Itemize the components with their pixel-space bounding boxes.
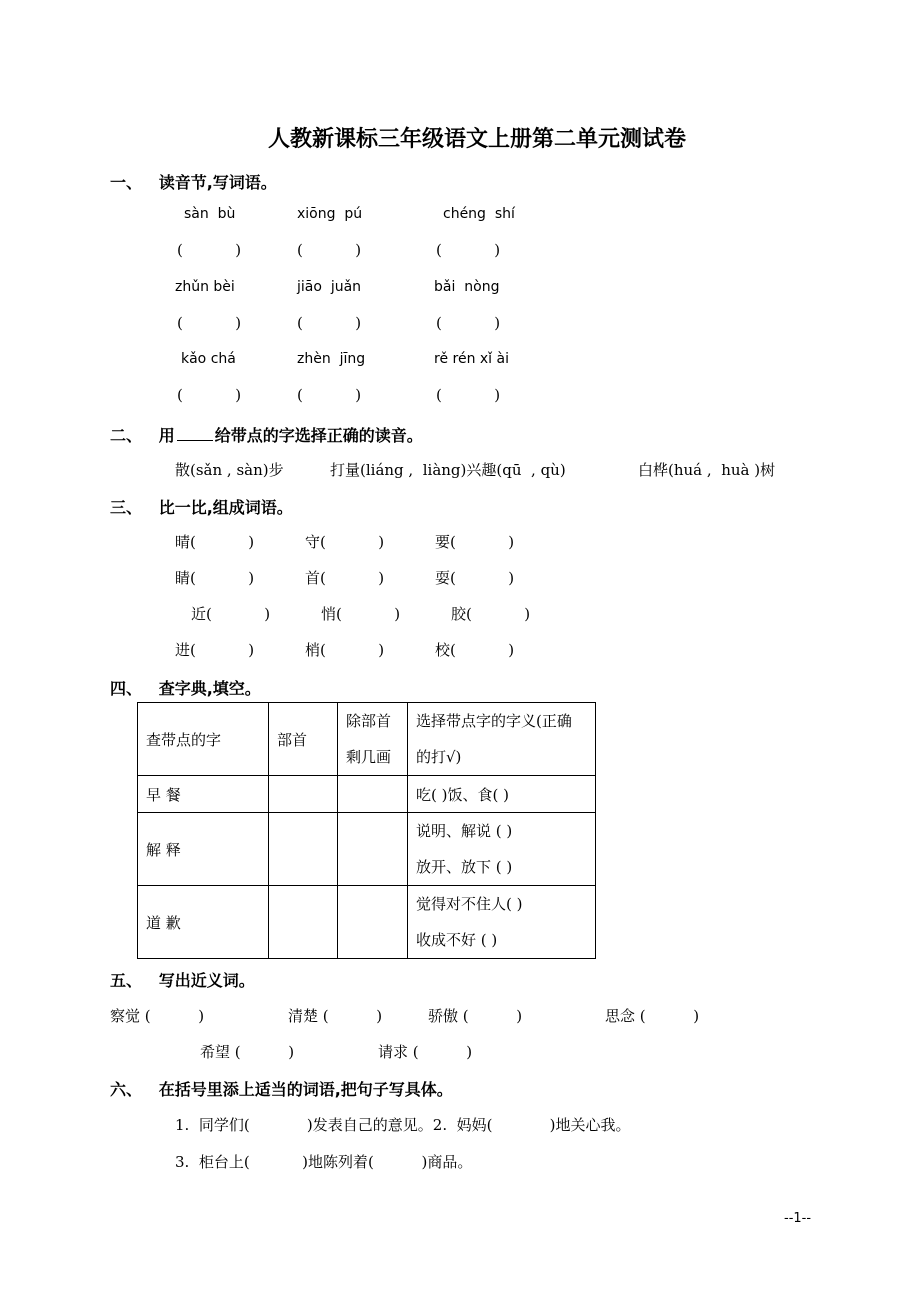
compare-item[interactable]: 晴( )	[175, 533, 255, 551]
meaning-option[interactable]: 放开、放下 ( )	[416, 858, 513, 876]
header-strokes-line-1: 除部首	[346, 712, 392, 730]
pinyin-9: rě rén xǐ ài	[434, 351, 509, 367]
reading-item-2[interactable]: 打量(liáng , liàng)兴趣(qū , qù)	[330, 461, 566, 479]
section-4-heading: 四、 查字典,填空。	[110, 679, 261, 698]
meaning-option[interactable]: 觉得对不住人( )	[416, 895, 523, 913]
synonym-item[interactable]: 希望 ( )	[200, 1043, 295, 1061]
pinyin-6: bǎi nòng	[434, 279, 500, 295]
table-row	[138, 813, 596, 886]
row-char: 早 餐	[138, 776, 269, 813]
page-title: 人教新课标三年级语文上册第二单元测试卷	[268, 127, 687, 152]
compare-item[interactable]: 要( )	[435, 533, 515, 551]
table-row	[138, 776, 596, 813]
underline-blank	[177, 426, 213, 441]
compare-item[interactable]: 梢( )	[305, 641, 385, 659]
radical-cell[interactable]	[269, 776, 338, 813]
pinyin-3: chéng shí	[443, 206, 515, 222]
meaning-options[interactable]: 吃( )饭、食( )	[408, 776, 596, 813]
table-header-row	[138, 703, 596, 776]
header-meaning-line-1: 选择带点字的字义(正确	[416, 712, 572, 730]
synonym-item[interactable]: 骄傲 ( )	[428, 1007, 523, 1025]
blank-5[interactable]: ( )	[297, 314, 362, 332]
meaning-option[interactable]: 收成不好 ( )	[416, 931, 498, 949]
blank-2[interactable]: ( )	[297, 241, 362, 259]
blank-1[interactable]: ( )	[177, 241, 242, 259]
strokes-cell[interactable]	[338, 776, 408, 813]
meaning-options[interactable]	[408, 886, 596, 959]
blank-8[interactable]: ( )	[297, 386, 362, 404]
reading-item-3[interactable]: 白桦(huá , huà )树	[638, 461, 776, 479]
section-2-heading-pre: 二、 用	[110, 426, 175, 445]
blank-9[interactable]: ( )	[436, 386, 501, 404]
header-strokes	[338, 703, 408, 776]
pinyin-1: sàn bù	[184, 206, 236, 222]
radical-cell[interactable]	[269, 813, 338, 886]
compare-item[interactable]: 悄( )	[321, 605, 401, 623]
blank-7[interactable]: ( )	[177, 386, 242, 404]
compare-item[interactable]: 校( )	[435, 641, 515, 659]
sentence-line-2[interactable]: 3. 柜台上( )地陈列着( )商品。	[175, 1153, 473, 1171]
section-3-heading: 三、 比一比,组成词语。	[110, 498, 293, 517]
section-5-heading: 五、 写出近义词。	[110, 971, 255, 990]
header-meaning	[408, 703, 596, 776]
section-6-heading: 六、 在括号里添上适当的词语,把句子写具体。	[110, 1080, 453, 1099]
sentence-line-1[interactable]: 1. 同学们( )发表自己的意见。2. 妈妈( )地关心我。	[175, 1116, 631, 1134]
synonym-item[interactable]: 思念 ( )	[605, 1007, 700, 1025]
row-char: 解 释	[138, 813, 269, 886]
blank-4[interactable]: ( )	[177, 314, 242, 332]
synonym-item[interactable]: 清楚 ( )	[288, 1007, 383, 1025]
pinyin-7: kǎo chá	[181, 351, 236, 367]
section-2-heading	[110, 423, 423, 446]
blank-6[interactable]: ( )	[436, 314, 501, 332]
dictionary-table	[137, 702, 596, 959]
pinyin-8: zhèn jīng	[297, 351, 366, 367]
pinyin-5: jiāo juǎn	[297, 279, 362, 295]
pinyin-4: zhǔn bèi	[175, 279, 235, 295]
compare-item[interactable]: 胶( )	[451, 605, 531, 623]
compare-item[interactable]: 近( )	[191, 605, 271, 623]
header-meaning-line-2: 的打√)	[416, 748, 462, 766]
compare-item[interactable]: 首( )	[305, 569, 385, 587]
pinyin-2: xiōng pú	[297, 206, 363, 222]
section-1-heading: 一、 读音节,写词语。	[110, 173, 277, 192]
compare-item[interactable]: 进( )	[175, 641, 255, 659]
header-strokes-line-2: 剩几画	[346, 748, 392, 766]
header-char: 查带点的字	[138, 703, 269, 776]
compare-item[interactable]: 耍( )	[435, 569, 515, 587]
strokes-cell[interactable]	[338, 886, 408, 959]
strokes-cell[interactable]	[338, 813, 408, 886]
compare-item[interactable]: 守( )	[305, 533, 385, 551]
section-2-heading-post: 给带点的字选择正确的读音。	[214, 426, 423, 445]
synonym-item[interactable]: 请求 ( )	[378, 1043, 473, 1061]
meaning-option[interactable]: 说明、解说 ( )	[416, 822, 513, 840]
meaning-options[interactable]	[408, 813, 596, 886]
page-number: --1--	[784, 1211, 812, 1226]
reading-item-1[interactable]: 散(sǎn , sàn)步	[175, 461, 284, 479]
compare-item[interactable]: 睛( )	[175, 569, 255, 587]
radical-cell[interactable]	[269, 886, 338, 959]
row-char: 道 歉	[138, 886, 269, 959]
blank-3[interactable]: ( )	[436, 241, 501, 259]
synonym-item[interactable]: 察觉 ( )	[110, 1007, 205, 1025]
table-row	[138, 886, 596, 959]
header-radical: 部首	[269, 703, 338, 776]
